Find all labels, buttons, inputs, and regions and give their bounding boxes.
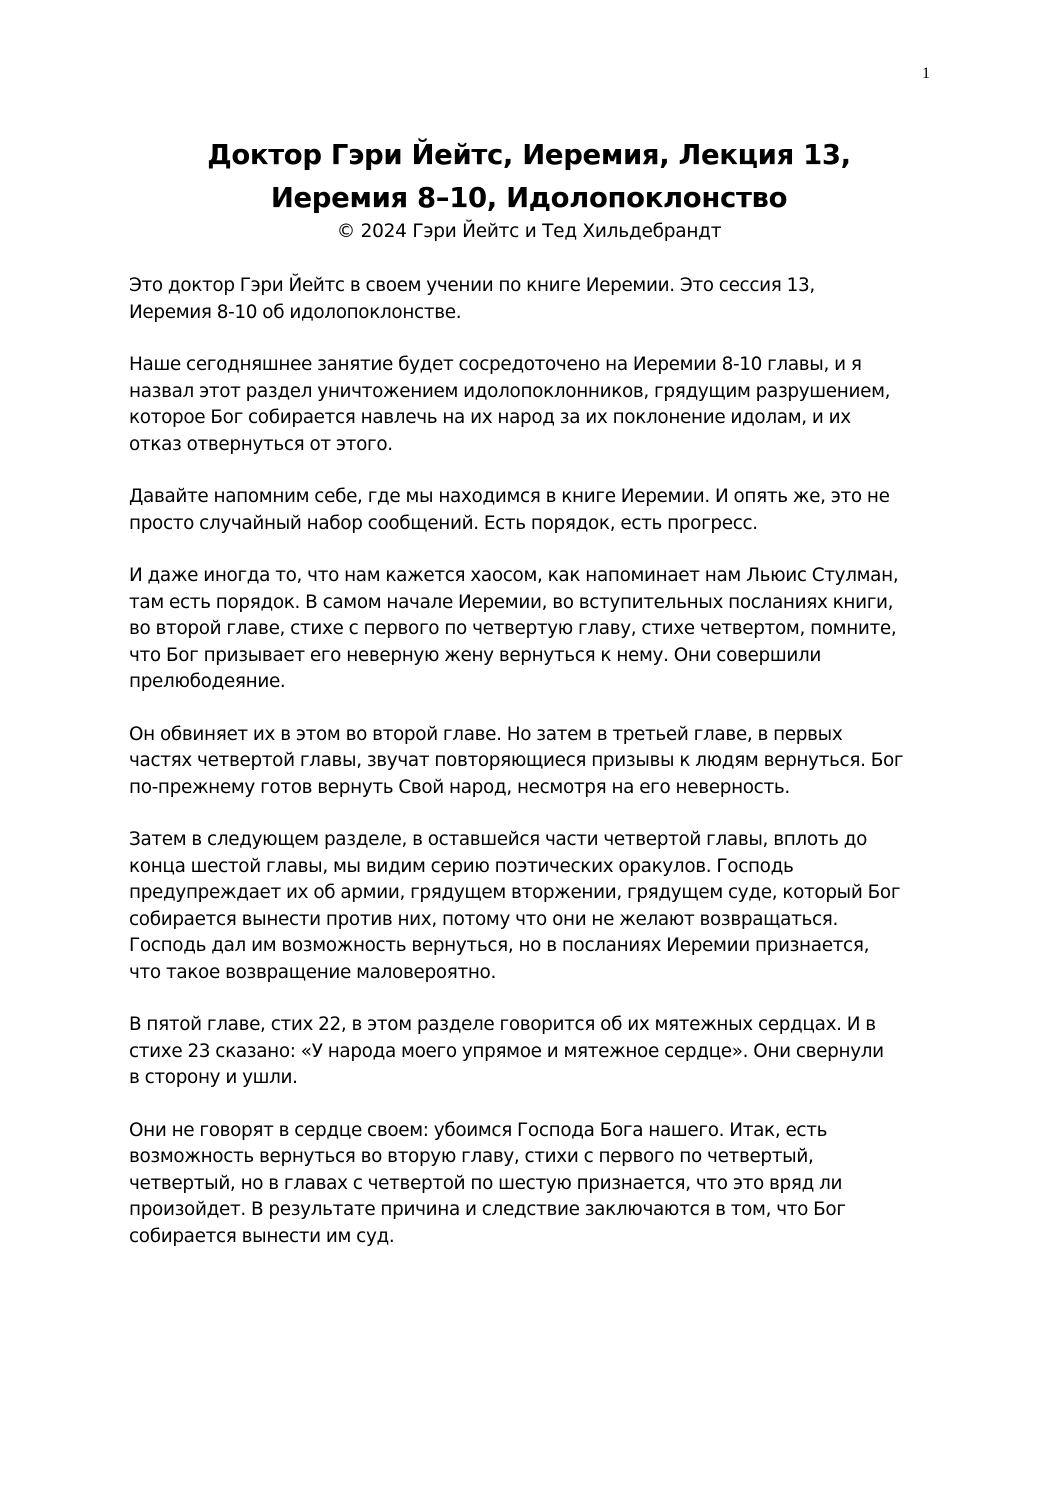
paragraph-line: которое Бог собирается навлечь на их народ за их поклонение идолам, и их bbox=[129, 407, 851, 428]
paragraph-line: что такое возвращение маловероятно. bbox=[129, 961, 496, 983]
paragraph-line: Это доктор Гэри Йейтс в своем учении по книге Иеремии. Это сессия 13, bbox=[129, 275, 815, 296]
paragraph-line: Наше сегодняшнее занятие будет сосредоточено на Иеремии 8-10 главы, и я bbox=[129, 354, 862, 375]
paragraph-line: во второй главе, стихе с первого по четвертую главу, стихе четвертом, помните, bbox=[129, 618, 897, 639]
paragraph-line: предупреждает их об армии, грядущем вторжении, грядущем суде, который Бог bbox=[129, 882, 901, 903]
paragraph-line: частях четвертой главы, звучат повторяющиеся призывы к людям вернуться. Бог bbox=[129, 750, 904, 771]
paragraph-line: Он обвиняет их в этом во второй главе. Но затем в третьей главе, в первых bbox=[129, 723, 843, 745]
paragraph-line: Господь дал им возможность вернуться, но в посланиях Иеремии признается, bbox=[129, 935, 870, 956]
document-body bbox=[129, 273, 944, 1276]
paragraph-line: собирается вынести им суд. bbox=[129, 1225, 395, 1247]
paragraph-line: там есть порядок. В самом начале Иеремии, во вступительных посланиях книги, bbox=[129, 591, 894, 613]
paragraph-line: отказ отвернуться от этого. bbox=[129, 433, 393, 455]
paragraph-line: Они не говорят в сердце своем: убоимся Господа Бога нашего. Итак, есть bbox=[129, 1119, 828, 1141]
paragraph-line: собирается вынести против них, потому что они не желают возвращаться. bbox=[129, 908, 838, 930]
copyright-notice: © 2024 Гэри Йейтс и Тед Хильдебрандт bbox=[336, 221, 722, 242]
paragraph-8 bbox=[129, 1118, 944, 1251]
paragraph-line: Давайте напомним себе, где мы находимся в книге Иеремии. И опять же, это не bbox=[129, 486, 890, 507]
paragraph-line: что Бог призывает его неверную жену вернуться к нему. Они совершили bbox=[129, 644, 822, 666]
paragraph-6 bbox=[129, 827, 944, 986]
paragraph-line: прелюбодеяние. bbox=[129, 671, 286, 692]
page-number: 1 bbox=[922, 65, 930, 82]
paragraph-1 bbox=[129, 273, 944, 326]
paragraph-line: стихе 23 сказано: «У народа моего упрямое и мятежное сердце». Они свернули bbox=[129, 1040, 884, 1062]
paragraph-line: произойдет. В результате причина и следствие заключаются в том, что Бог bbox=[129, 1199, 846, 1220]
paragraph-line: назвал этот раздел уничтожением идолопоклонников, грядущим разрушением, bbox=[129, 380, 891, 402]
paragraph-line: четвертый, но в главах с четвертой по шестую признается, что это вряд ли bbox=[129, 1172, 843, 1194]
paragraph-2 bbox=[129, 352, 944, 458]
paragraph-line: конца шестой главы, мы видим серию поэтических оракулов. Господь bbox=[129, 855, 794, 877]
paragraph-line: по-прежнему готов вернуть Свой народ, несмотря на его неверность. bbox=[129, 776, 790, 798]
title-line-2: Иеремия 8–10, Идолопоклонство bbox=[270, 182, 788, 214]
document-header bbox=[100, 134, 958, 245]
paragraph-3 bbox=[129, 484, 944, 537]
paragraph-7 bbox=[129, 1012, 944, 1092]
paragraph-5 bbox=[129, 722, 944, 802]
paragraph-line: возможность вернуться во вторую главу, стихи с первого по четвертый, bbox=[129, 1146, 814, 1167]
paragraph-line: И даже иногда то, что нам кажется хаосом, как напоминает нам Льюис Стулман, bbox=[129, 565, 899, 586]
paragraph-line: Иеремия 8-10 об идолопоклонстве. bbox=[129, 301, 462, 323]
paragraph-line: просто случайный набор сообщений. Есть порядок, есть прогресс. bbox=[129, 512, 758, 534]
title-line-1: Доктор Гэри Йейтс, Иеремия, Лекция 13, bbox=[207, 139, 851, 171]
paragraph-4 bbox=[129, 563, 944, 696]
paragraph-line: Затем в следующем разделе, в оставшейся части четвертой главы, вплоть до bbox=[129, 829, 868, 850]
paragraph-line: в сторону и ушли. bbox=[129, 1067, 298, 1088]
paragraph-line: В пятой главе, стих 22, в этом разделе говорится об их мятежных сердцах. И в bbox=[129, 1014, 876, 1035]
